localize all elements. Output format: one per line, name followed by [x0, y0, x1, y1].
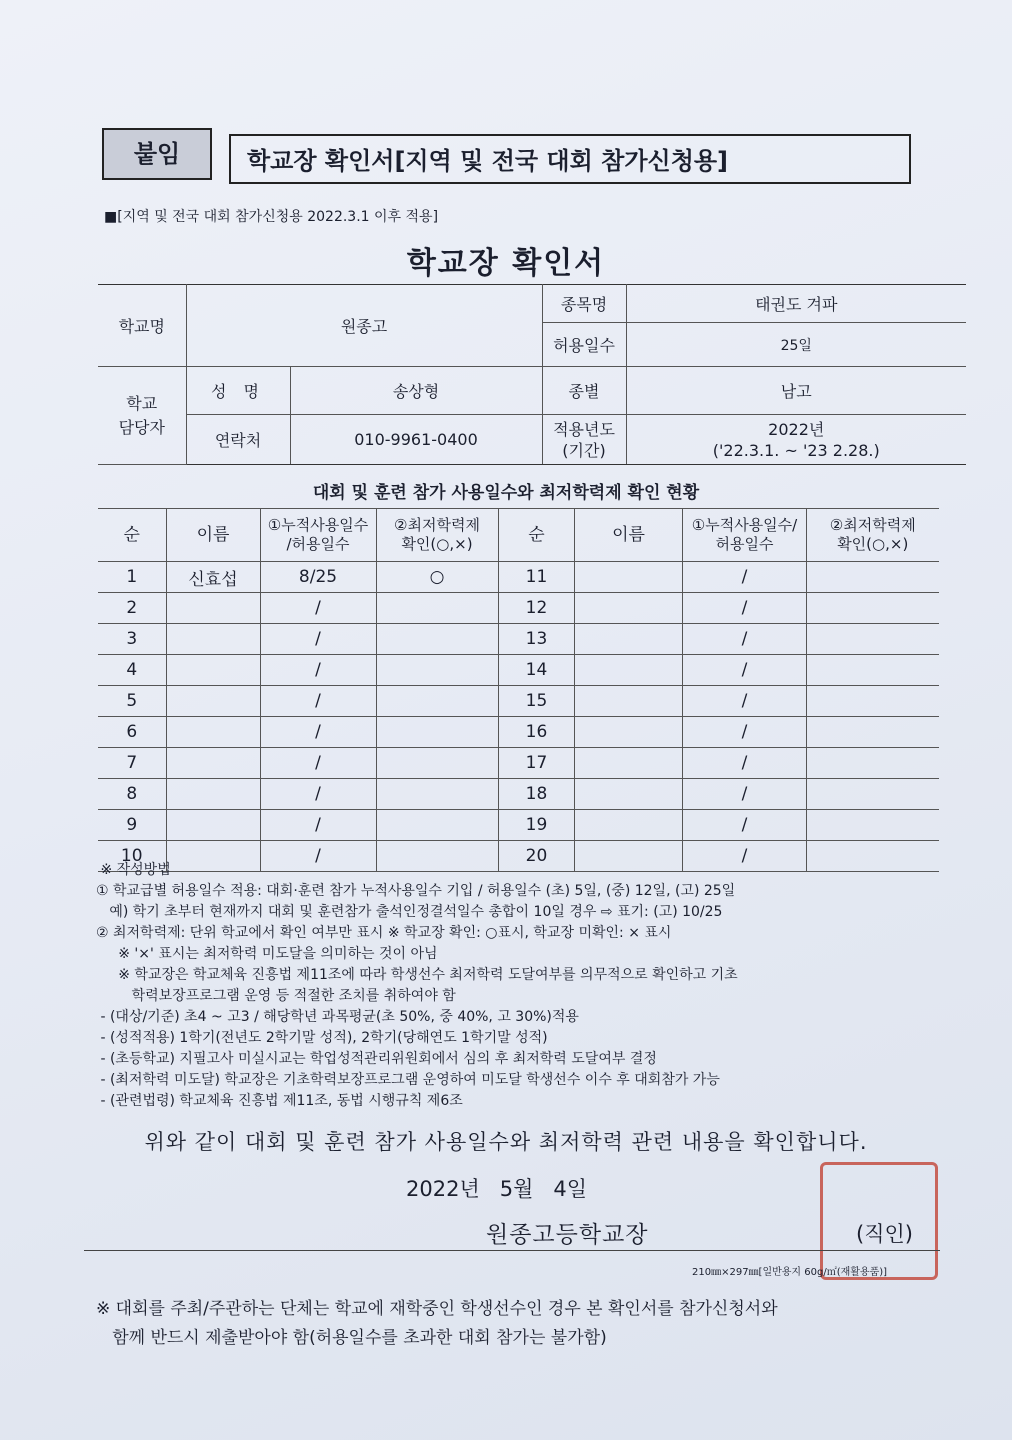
table-row [98, 655, 498, 686]
row-days: / [683, 686, 807, 717]
header-acad [807, 509, 939, 562]
row-number: 10 [98, 841, 166, 872]
instruction-line: ② 최저학력제: 단위 학교에서 확인 여부만 표시 ※ 학교장 확인: ○표시, 학교장 미확인: × 표시 [96, 925, 672, 941]
row-academic [807, 686, 939, 717]
row-name [575, 624, 683, 655]
table-row [98, 779, 498, 810]
manager-label: 학교 담당자 [98, 367, 186, 465]
row-number: 13 [499, 624, 575, 655]
row-number: 4 [98, 655, 166, 686]
seal-label: (직인) [856, 1222, 913, 1246]
row-academic [376, 717, 498, 748]
row-name [166, 593, 260, 624]
row-academic: ○ [376, 562, 498, 593]
name-label: 성 명 [186, 367, 290, 415]
row-academic [376, 686, 498, 717]
header-num: 순 [98, 509, 166, 562]
row-days: / [683, 593, 807, 624]
row-number: 1 [98, 562, 166, 593]
row-number: 16 [499, 717, 575, 748]
school-value: 원종고 [186, 285, 542, 367]
table-row [499, 655, 939, 686]
row-academic [807, 655, 939, 686]
row-academic [376, 593, 498, 624]
year-value [626, 415, 966, 465]
table-row [499, 717, 939, 748]
header-name: 이름 [575, 509, 683, 562]
row-days: / [260, 624, 376, 655]
row-name [575, 748, 683, 779]
row-number: 11 [499, 562, 575, 593]
row-days: / [260, 717, 376, 748]
row-days: / [683, 810, 807, 841]
instruction-line: 예) 학기 초부터 현재까지 대회 및 훈련참가 출석인정결석일수 총합이 10일 경우 ⇨ 표기: (고) 10/25 [96, 904, 723, 920]
table-row [98, 593, 498, 624]
row-academic [376, 810, 498, 841]
info-table [98, 284, 966, 465]
row-academic [807, 624, 939, 655]
row-days: / [683, 655, 807, 686]
row-number: 20 [499, 841, 575, 872]
row-number: 8 [98, 779, 166, 810]
row-number: 7 [98, 748, 166, 779]
event-value: 태권도 겨파 [626, 285, 966, 323]
header-acad-line2: 확인(○,×) [401, 535, 473, 553]
instruction-line: 학력보장프로그램 운영 등 적절한 조치를 취하여야 함 [96, 988, 456, 1004]
roster-table-right [498, 508, 939, 872]
form-title: 학교장 확인서 [406, 246, 606, 281]
row-name [575, 686, 683, 717]
paper-spec: 210㎜×297㎜[일반용지 60g/㎡(재활용품)] [692, 1267, 888, 1278]
row-number: 15 [499, 686, 575, 717]
row-name [575, 655, 683, 686]
row-number: 3 [98, 624, 166, 655]
row-days: / [260, 655, 376, 686]
header-days-line2: 허용일수 [715, 535, 774, 553]
header-name: 이름 [166, 509, 260, 562]
row-name [166, 810, 260, 841]
row-number: 14 [499, 655, 575, 686]
instruction-line: - (성적적용) 1학기(전년도 2학기말 성적), 2학기(당해연도 1학기말 성적) [96, 1030, 548, 1046]
table-row [98, 748, 498, 779]
type-value: 남고 [626, 367, 966, 415]
row-name: 신효섭 [166, 562, 260, 593]
row-days: / [683, 624, 807, 655]
row-days: / [683, 717, 807, 748]
table-row [98, 562, 498, 593]
instruction-line: ① 학교급별 허용일수 적용: 대회·훈련 참가 누적사용일수 기입 / 허용일수 (초) 5일, (중) 12일, (고) 25일 [96, 883, 736, 899]
table-row [98, 624, 498, 655]
row-academic [807, 717, 939, 748]
table-row [98, 717, 498, 748]
header-num: 순 [499, 509, 575, 562]
header-acad-line1: ②최저학력제 [394, 516, 480, 534]
row-academic [807, 779, 939, 810]
name-value: 송상형 [290, 367, 542, 415]
header-title: 학교장 확인서[지역 및 전국 대회 참가신청용] [229, 134, 911, 184]
year-value-line1: 2022년 [768, 419, 825, 439]
row-academic [807, 593, 939, 624]
table-row [499, 562, 939, 593]
type-label: 종별 [542, 367, 626, 415]
instruction-line: - (최저학력 미도달) 학교장은 기초학력보장프로그램 운영하여 미도달 학생선수 이수 후 대회참가 가능 [96, 1072, 720, 1088]
table-row [98, 686, 498, 717]
principal-title: 원종고등학교장 [486, 1222, 649, 1248]
table-row [98, 810, 498, 841]
table-row [499, 748, 939, 779]
row-academic [807, 562, 939, 593]
row-academic [376, 655, 498, 686]
row-days: / [683, 841, 807, 872]
event-label: 종목명 [542, 285, 626, 323]
instruction-line: ※ 학교장은 학교체육 진흥법 제11조에 따라 학생선수 최저학력 도달여부를 의무적으로 확인하고 기초 [96, 967, 738, 983]
year-period: ('22.3.1. ~ '23 2.28.) [712, 440, 880, 460]
row-days: / [260, 841, 376, 872]
attachment-tag: 붙임 [102, 128, 212, 180]
row-academic [376, 624, 498, 655]
instruction-line: - (관련법령) 학교체육 진흥법 제11조, 동법 시행규칙 제6조 [96, 1093, 463, 1109]
contact-label: 연락처 [186, 415, 290, 465]
table-row [499, 810, 939, 841]
divider-line [84, 1250, 940, 1251]
row-number: 2 [98, 593, 166, 624]
sub-note: ■[지역 및 전국 대회 참가신청용 2022.3.1 이후 적용] [104, 209, 439, 225]
year-label [542, 415, 626, 465]
confirmation-statement: 위와 같이 대회 및 훈련 참가 사용일수와 최저학력 관련 내용을 확인합니다. [144, 1130, 868, 1154]
instruction-line: ※ 작성방법 [96, 862, 171, 878]
year-label-line1: 적용년도 [553, 419, 615, 439]
header-days-line2: /허용일수 [286, 535, 350, 553]
row-name [166, 686, 260, 717]
issue-date: 2022년 5월 4일 [406, 1177, 588, 1201]
row-name [575, 717, 683, 748]
table-row [499, 593, 939, 624]
row-name [166, 779, 260, 810]
row-name [575, 779, 683, 810]
row-number: 17 [499, 748, 575, 779]
row-name [166, 717, 260, 748]
header-days-line1: ①누적사용일수/ [691, 516, 798, 534]
row-days: / [260, 593, 376, 624]
row-days: / [683, 779, 807, 810]
row-academic [807, 748, 939, 779]
allowed-value: 25일 [626, 323, 966, 367]
row-name [166, 655, 260, 686]
year-label-line2: (기간) [562, 440, 606, 460]
footer-line: 함께 반드시 제출받아야 함(허용일수를 초과한 대회 참가는 불가함) [96, 1328, 607, 1348]
row-name [575, 810, 683, 841]
row-number: 9 [98, 810, 166, 841]
header-acad-line1: ②최저학력제 [829, 516, 916, 534]
header-days [683, 509, 807, 562]
row-name [575, 593, 683, 624]
row-name [575, 562, 683, 593]
row-number: 12 [499, 593, 575, 624]
row-academic [807, 810, 939, 841]
row-days: / [260, 810, 376, 841]
row-number: 5 [98, 686, 166, 717]
row-days: 8/25 [260, 562, 376, 593]
header-acad [376, 509, 498, 562]
table-row [499, 779, 939, 810]
table-row [499, 686, 939, 717]
row-number: 18 [499, 779, 575, 810]
instruction-line: - (초등학교) 지필고사 미실시교는 학업성적관리위원회에서 심의 후 최저학력 도달여부 결정 [96, 1051, 657, 1067]
row-days: / [260, 748, 376, 779]
instruction-line: ※ '×' 표시는 최저학력 미도달을 의미하는 것이 아님 [96, 946, 438, 962]
footer-line: ※ 대회를 주최/주관하는 단체는 학교에 재학중인 학생선수인 경우 본 확인서를 참가신청서와 [96, 1299, 778, 1319]
allowed-label: 허용일수 [542, 323, 626, 367]
header-days [260, 509, 376, 562]
instruction-line: - (대상/기준) 초4 ~ 고3 / 해당학년 과목평균(초 50%, 중 40%, 고 30%)적용 [96, 1009, 579, 1025]
row-name [166, 748, 260, 779]
row-days: / [683, 748, 807, 779]
row-name [166, 624, 260, 655]
writing-instructions [96, 860, 956, 1112]
row-number: 6 [98, 717, 166, 748]
section-title: 대회 및 훈련 참가 사용일수와 최저학력제 확인 현황 [312, 483, 700, 503]
header-days-line1: ①누적사용일수 [267, 516, 369, 534]
row-number: 19 [499, 810, 575, 841]
table-row [499, 624, 939, 655]
row-academic [376, 748, 498, 779]
row-academic [376, 779, 498, 810]
contact-value: 010-9961-0400 [290, 415, 542, 465]
row-days: / [683, 562, 807, 593]
header-acad-line2: 확인(○,×) [837, 535, 909, 553]
footer-notice [96, 1295, 956, 1353]
school-label: 학교명 [98, 285, 186, 367]
row-days: / [260, 686, 376, 717]
roster-table-left [98, 508, 499, 872]
row-days: / [260, 779, 376, 810]
